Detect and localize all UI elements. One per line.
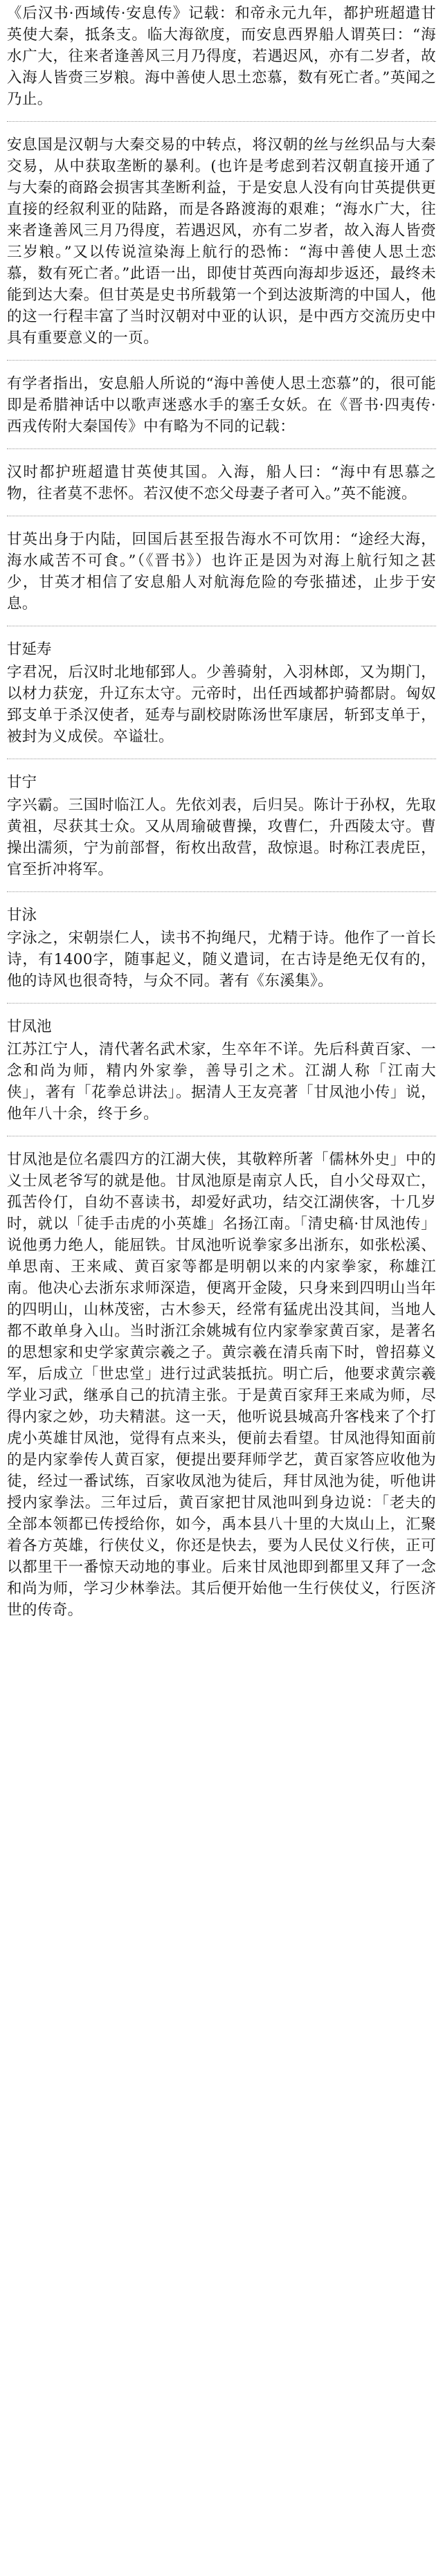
section-gan-ning [7,772,436,880]
section-title: 甘凤池 [7,1018,52,1035]
intro-paragraph: 有学者指出，安息船人所说的“海中善使人思土恋慕”的，很可能即是希腊神话中以歌声迷惑水手的塞壬女妖。在《晋书·四夷传·西戎传附大秦国传》中有略为不同的记载： [7,375,436,435]
section-gan-yong [7,905,436,992]
section-title: 甘泳 [7,907,37,924]
intro-block [7,3,436,615]
intro-paragraph: 《后汉书·西域传·安息传》记载：和帝永元九年，都护班超遣甘英使大秦，抵条支。临大海欲度，而安息西界船人谓英曰：“海水广大，往来者逢善风三月乃得度，若遇迟风，亦有二岁者，故入海人皆赍三岁粮。海中善使人思土恋慕，数有死亡者。”英闻之乃止。 [7,5,436,108]
section-paragraph: 字君况，后汉时北地郁郅人。少善骑射，入羽林郎，又为期门，以材力获宠，升辽东太守。元帝时，出任西域都护骑都尉。匈奴郅支单于杀汉使者，延寿与副校尉陈汤世军康居，斩郅支单于，被封为义成侯。卒谥壮。 [7,664,436,745]
section-paragraph: 字兴霸。三国时临江人。先依刘表，后归吴。陈计于孙权，先取黄祖，尽获其士众。又从周瑜破曹操，攻曹仁，升西陵太守。曹操出濡须，宁为前部督，衔枚出敌营，敌惊退。时称江表虎臣，官至折冲将军。 [7,797,436,878]
divider [7,360,436,361]
section-paragraph: 甘凤池是位名震四方的江湖大侠，其敬粹所著「儒林外史」中的义士凤老爷写的就是他。甘凤池原是南京人氏，自小父母双亡，孤苦伶仃，自幼不喜读书，却爱好武功，结交江湖侠客，十几岁时，就以「徒手击虎的小英雄」名扬江南。「清史稿·甘凤池传」说他勇力绝人，能屈铁。甘凤池听说拳家多出浙东，如张松溪、单思南、王来咸、黄百家等都是明朝以来的内家拳家，称雄江南。他决心去浙东求师深造，便离开金陵，只身来到四明山当年的四明山，山林茂密，古木参天，经常有猛虎出没其间，当地人都不敢单身入山。当时浙江余姚城有位内家拳家黄百家，是著名的思想家和史学家黄宗羲之子。黄宗羲在清兵南下时，曾招募义军，后成立「世忠堂」进行过武装抵抗。明亡后，他要求黄宗羲学业习武，继承自己的抗清主张。于是黄百家拜王来咸为师，尽得内家之妙，功夫精湛。这一天，他听说县城高升客栈来了个打虎小英雄甘凤池，觉得有点来头，便前去看望。甘凤池得知面前的是内家拳传人黄百家，便提出要拜师学艺，黄百家答应收他为徒，经过一番试练，百家收凤池为徒后，拜甘凤池为徒，听他讲授内家拳法。三年过后，黄百家把甘凤池叫到身边说：「老夫的全部本领都已传授给你，如今，禹本县八十里的大岚山上，汇聚着各方英雄，行侠仗义，你还是快去，要为人民仗义行侠，正可以都里干一番惊天动地的事业。后来甘凤池即到都里又拜了一念和尚为师，学习少林拳法。其后便开始他一生行侠仗义，行医济世的传奇。 [7,1151,436,1619]
intro-paragraph: 甘英出身于内陆，回国后甚至报告海水不可饮用：“途经大海，海水咸苦不可食。”（《晋书》）也许正是因为对海上航行知之甚少，甘英才相信了安息船人对航海危险的夸张描述，止步于安息。 [7,531,436,613]
section-paragraph: 字泳之，宋朝崇仁人，读书不拘绳尺，尤精于诗。他作了一首长诗，有1400字，随事起义，随义遣词，在古诗是绝无仅有的，他的诗风也很奇特，与众不同。著有《东溪集》。 [7,929,436,990]
section-gan-yanshou [7,639,436,747]
divider [7,448,436,449]
divider [7,891,436,892]
section-title: 甘延寿 [7,641,52,658]
intro-paragraph: 汉时都护班超遣甘英使其国。入海，船人曰：“海中有思慕之物，往者莫不悲怀。若汉使不恋父母妻子者可入。”英不能渡。 [7,464,436,502]
section-title: 甘宁 [7,774,37,791]
divider [7,1003,436,1004]
intro-paragraph: 安息国是汉朝与大秦交易的中转点，将汉朝的丝与丝织品与大秦交易，从中获取垄断的暴利。(也许是考虑到若汉朝直接开通了与大秦的商路会损害其垄断利益，于是安息人没有向甘英提供更直接的经叙利亚的陆路，而是各路渡海的艰难；“海水广大，往来者逢善风三月乃得度，若遇迟风，亦有二岁者，故入海人皆赍三岁粮。”又以传说渲染海上航行的恐怖：“海中善使人思土恋慕，数有死亡者。”此语一出，即使甘英西向海却步返还，最终未能到达大秦。但甘英是史书所载第一个到达波斯湾的中国人，他的这一行程丰富了当时汉朝对中亚的认识，是中西方交流历史中具有重要意义的一页。 [7,136,436,347]
section-paragraph: 江苏江宁人，清代著名武术家，生卒年不详。先后科黄百家、一念和尚为师，精内外家拳，善导引之术。江湖人称「江南大侠」，著有「花拳总讲法」。据清人王友亮著「甘凤池小传」说，他年八十余，终于乡。 [7,1041,436,1123]
divider [7,121,436,122]
section-gan-fengchi [7,1016,436,1621]
